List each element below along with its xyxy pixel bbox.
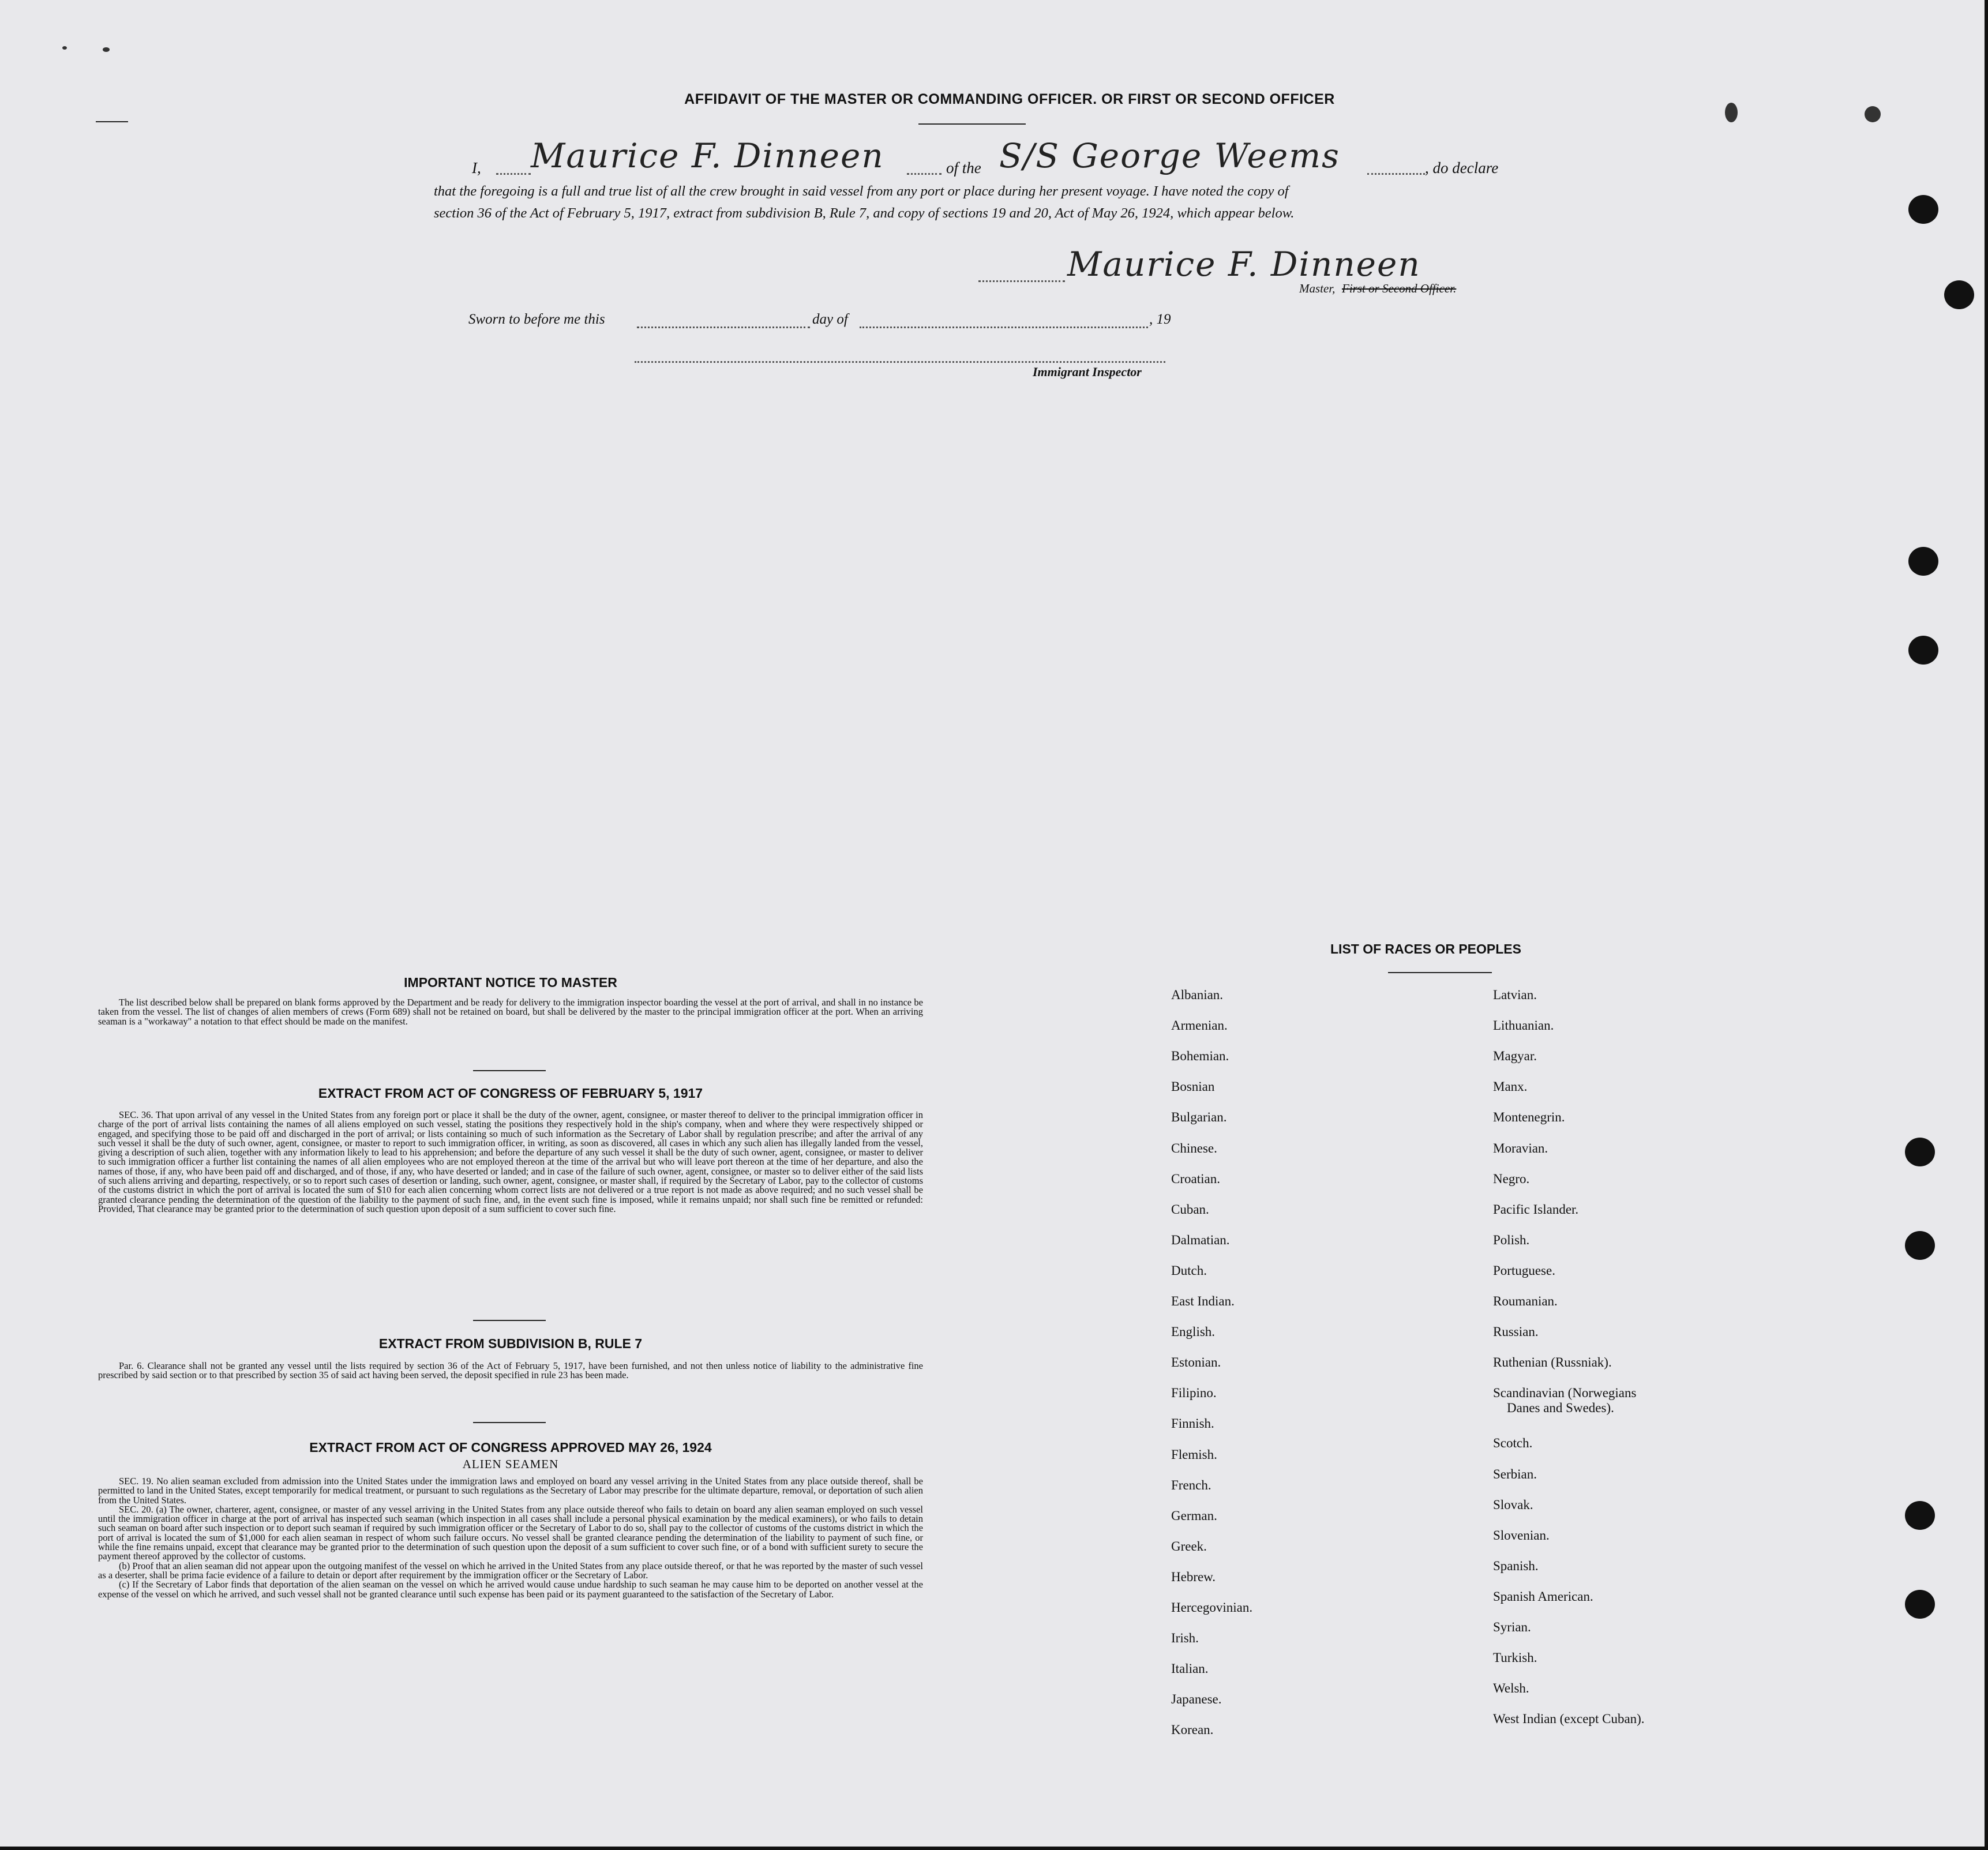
affidavit-title: AFFIDAVIT OF THE MASTER OR COMMANDING OFFICER. OR FIRST OR SECOND OFFICER — [684, 91, 1335, 107]
race-item: Portuguese. — [1493, 1263, 1555, 1278]
sworn-month-line — [860, 327, 1148, 328]
race-item: Bulgarian. — [1171, 1110, 1227, 1125]
inspector-caption: Immigrant Inspector — [1033, 365, 1142, 379]
signature-handwritten: Maurice F. Dinneen — [1067, 245, 1421, 284]
inspector-signature-line — [635, 361, 1165, 363]
binder-hole — [1908, 636, 1938, 665]
ink-speck — [1725, 103, 1738, 122]
binder-hole — [1908, 195, 1938, 224]
master-name-handwritten: Maurice F. Dinneen — [531, 136, 884, 175]
declaration-do-declare: , do declare — [1425, 159, 1499, 177]
sec-20c-paragraph: (c) If the Secretary of Labor finds that deportation of the alien seaman on the vessel on which he arrived would cause undue hardship to such seaman he may cause him to be deported on another vessel at the expense of the vessel on which he arrived, and such vessel shall not be granted clearance until such expense has been paid or its payment guaranteed to the satisfaction of the Secretary of Labor. — [98, 1579, 923, 1600]
race-item: English. — [1171, 1324, 1216, 1339]
ink-speck — [103, 47, 110, 52]
notice-text — [98, 998, 923, 1026]
race-item: Moravian. — [1493, 1140, 1548, 1155]
race-item: Pacific Islander. — [1493, 1202, 1579, 1217]
declaration-line-2: that the foregoing is a full and true list of all the crew brought in said vessel from any port or place during her present voyage. I have noted the copy of — [434, 183, 1289, 199]
declaration-line-3: section 36 of the Act of February 5, 1917, extract from subdivision B, Rule 7, and copy of sections 19 and 20, Act of May 26, 1924, which appear below. — [434, 205, 1295, 221]
binder-hole — [1905, 1231, 1935, 1260]
race-item: Scotch. — [1493, 1436, 1533, 1451]
race-item: Filipino. — [1171, 1386, 1217, 1401]
race-item: Roumanian. — [1493, 1294, 1558, 1308]
sworn-day-of: day of — [812, 312, 848, 327]
race-item: Spanish American. — [1493, 1589, 1593, 1604]
margin-mark — [96, 121, 128, 122]
race-item: East Indian. — [1171, 1294, 1235, 1308]
race-item: Croatian. — [1171, 1171, 1220, 1186]
sworn-label: Sworn to before me this — [468, 312, 605, 327]
race-item: Dutch. — [1171, 1263, 1207, 1278]
race-item: Hebrew. — [1171, 1569, 1216, 1584]
race-item: Cuban. — [1171, 1202, 1209, 1217]
sec-20a-paragraph: SEC. 20. (a) The owner, charterer, agent, consignee, or master of any vessel arriving in the United States from any place outside thereof who fails to detain on board any alien seaman employed on such vessel until the immigration officer in charge at the port of arrival has inspected such seaman (which inspection in all cases shall include a personal physical examination by the medical examiners), or who fails to detain such seaman on board after such inspection or to deport such seaman if required by such immigration officer or the Secretary of Labor to do so, shall pay to the collector of customs of the customs district in which the port of arrival is located the sum of $1,000 for each alien seaman in respect of whom such failure occurs. No vessel shall be granted clearance pending the determination of the liability to payment of such fine, or while the fine remains unpaid, except that clearance may be granted prior to the determination of such question upon the deposit of a sum sufficient to cover such fine, or of a bond with sufficient surety to secure the payment thereof approved by the collector of customs. — [98, 1503, 923, 1562]
race-item: Slovak. — [1493, 1497, 1533, 1512]
binder-hole — [1944, 280, 1974, 309]
signature-caption-struck: First or Second Officer. — [1342, 282, 1457, 295]
extract-rule7-paragraph: Par. 6. Clearance shall not be granted any vessel until the lists required by section 36 of the Act of February 5, 1917, have been furnished, and not then unless notice of liability to the administrative fine prescribed by said section or to that prescribed by section 35 of said act having been served, the deposit specified in rule 23 has been made. — [98, 1360, 923, 1381]
extract-1924-text — [98, 1477, 923, 1599]
ink-speck — [1865, 106, 1881, 122]
signature-line — [978, 280, 1065, 282]
vessel-name-handwritten: S/S George Weems — [999, 136, 1340, 175]
race-item: Turkish. — [1493, 1650, 1537, 1665]
race-item: Polish. — [1493, 1232, 1530, 1247]
notice-heading: IMPORTANT NOTICE TO MASTER — [404, 975, 617, 990]
sec-20b-paragraph: (b) Proof that an alien seaman did not appear upon the outgoing manifest of the vessel on which he arrived in the United States from any place outside thereof, or that he was reported by the master of such vessel as a deserter, shall be prima facie evidence of a failure to detain or deport after requirement by the immigration officer or the Secretary of Labor. — [98, 1560, 923, 1581]
race-item: Lithuanian. — [1493, 1018, 1554, 1033]
race-item: Bosnian — [1171, 1079, 1215, 1094]
race-item: Russian. — [1493, 1324, 1539, 1339]
race-item: Korean. — [1171, 1723, 1214, 1738]
race-item: Latvian. — [1493, 988, 1537, 1002]
race-item: Negro. — [1493, 1171, 1530, 1186]
race-item: Slovenian. — [1493, 1528, 1550, 1543]
race-item: Italian. — [1171, 1661, 1209, 1676]
races-heading: LIST OF RACES OR PEOPLES — [1330, 941, 1521, 956]
race-item: Welsh. — [1493, 1681, 1529, 1696]
section-rule — [473, 1070, 546, 1071]
race-item: West Indian (except Cuban). — [1493, 1712, 1645, 1727]
race-item: Greek. — [1171, 1538, 1207, 1553]
race-item: Armenian. — [1171, 1018, 1228, 1033]
race-item: Spanish. — [1493, 1558, 1539, 1573]
race-item: Montenegrin. — [1493, 1110, 1565, 1125]
extract-1917-heading: EXTRACT FROM ACT OF CONGRESS OF FEBRUARY 5, 1917 — [318, 1086, 703, 1101]
race-item: Bohemian. — [1171, 1049, 1229, 1064]
race-item: Dalmatian. — [1171, 1232, 1230, 1247]
sworn-day-line — [637, 327, 810, 328]
binder-hole — [1905, 1138, 1935, 1166]
race-item: French. — [1171, 1477, 1211, 1492]
binder-hole — [1905, 1501, 1935, 1530]
race-item: Japanese. — [1171, 1692, 1222, 1707]
race-item: Chinese. — [1171, 1140, 1217, 1155]
extract-1917-paragraph: SEC. 36. That upon arrival of any vessel in the United States from any foreign port or place it shall be the duty of the owner, agent, consignee, or master thereof to deliver to the principal immigration officer in charge of the port of arrival lists containing the names of all aliens employed on such vessel, stating the positions they respectively hold in the ship's company, when and where they were respectively shipped or engaged, and specifying those to be paid off and discharged in the port of arrival; or lists containing so much of such information as the Secretary of Labor shall by regulation prescribe; and after the arrival of any such vessel it shall be the duty of such owner, agent, consignee, or master to report to such immigration officer, in writing, as soon as discovered, all cases in which any such alien has illegally landed from the vessel, giving a description of such alien, together with any information likely to lead to his apprehension; and before the departure of any such vessel it shall be the duty of such owner, agent, consignee, or master to deliver to such immigration officer a further list containing the names of all alien employees who are not employed thereon at the time of the arrival but who will leave port thereon at the time of her departure, and also the names of those, if any, who have been paid off and discharged, and of those, if any, who have deserted or landed; and in case of the failure of such owner, agent, consignee, or master so to deliver either of the said lists of such aliens arriving and departing, respectively, or so to report such cases of desertion or landing, such owner, agent, consignee, or master shall, if required by the Secretary of Labor, pay to the collector of customs of the customs district in which the port of arrival is located the sum of $10 for each alien concerning whom correct lists are not delivered or a true report is not made as above required; and no such vessel shall be granted clearance pending the determination of the question of the liability to the payment of such fine, and, in the event such fine is imposed, while it remains unpaid; nor shall such fine be remitted or refunded: Provided, That clearance may be granted prior to the determination of such question upon deposit of a sum sufficient to cover such fine. — [98, 1109, 923, 1214]
binder-hole — [1908, 547, 1938, 576]
ink-speck — [62, 46, 67, 50]
dotted-leader — [1367, 173, 1425, 175]
sec-19-paragraph: SEC. 19. No alien seaman excluded from admission into the United States under the immigration laws and employed on board any vessel arriving in the United States from any place outside thereof, shall be permitted to land in the United States, except temporarily for medical treatment, or pursuant to such regulations as the Secretary of Labor may prescribe for the ultimate departure, removal, or deportation of such alien from the United States. — [98, 1476, 923, 1506]
race-item: German. — [1171, 1508, 1217, 1523]
declaration-of-the: of the — [946, 159, 981, 177]
section-rule — [473, 1422, 546, 1423]
race-item: Flemish. — [1171, 1447, 1217, 1462]
race-item: Hercegovinian. — [1171, 1600, 1253, 1615]
title-rule — [918, 123, 1026, 125]
dotted-leader — [496, 173, 531, 175]
extract-1917-text — [98, 1110, 923, 1214]
race-item: Irish. — [1171, 1631, 1199, 1646]
signature-caption-master: Master, — [1299, 282, 1336, 295]
extract-1924-subheading: ALIEN SEAMEN — [462, 1457, 559, 1471]
race-item: Danes and Swedes). — [1507, 1401, 1614, 1416]
declaration-i: I, — [472, 159, 481, 177]
race-item: Scandinavian (Norwegians — [1493, 1386, 1637, 1401]
race-item: Albanian. — [1171, 988, 1224, 1002]
dotted-leader — [907, 173, 942, 175]
extract-1924-heading: EXTRACT FROM ACT OF CONGRESS APPROVED MAY 26, 1924 — [309, 1440, 712, 1455]
race-item: Manx. — [1493, 1079, 1528, 1094]
race-item: Serbian. — [1493, 1466, 1537, 1481]
section-rule — [473, 1320, 546, 1321]
race-item: Syrian. — [1493, 1620, 1531, 1634]
sworn-year: , 19 — [1149, 312, 1171, 327]
extract-rule7-text — [98, 1361, 923, 1380]
extract-rule7-heading: EXTRACT FROM SUBDIVISION B, RULE 7 — [378, 1336, 643, 1351]
race-item: Ruthenian (Russniak). — [1493, 1355, 1612, 1370]
notice-paragraph: The list described below shall be prepared on blank forms approved by the Department and be ready for delivery to the immigration inspector boarding the vessel at the port of arrival, and shall in no instance be taken from the vessel. The list of changes of alien members of crews (Form 689) shall not be retained on board, but shall be delivered by the master to the principal immigration officer at the port. When an arriving seaman is a "workaway" a notation to that effect should be made on the manifest. — [98, 997, 923, 1027]
race-item: Estonian. — [1171, 1355, 1221, 1370]
race-item: Magyar. — [1493, 1049, 1537, 1064]
race-item: Finnish. — [1171, 1416, 1214, 1431]
binder-hole — [1905, 1590, 1935, 1619]
races-rule — [1388, 972, 1492, 973]
